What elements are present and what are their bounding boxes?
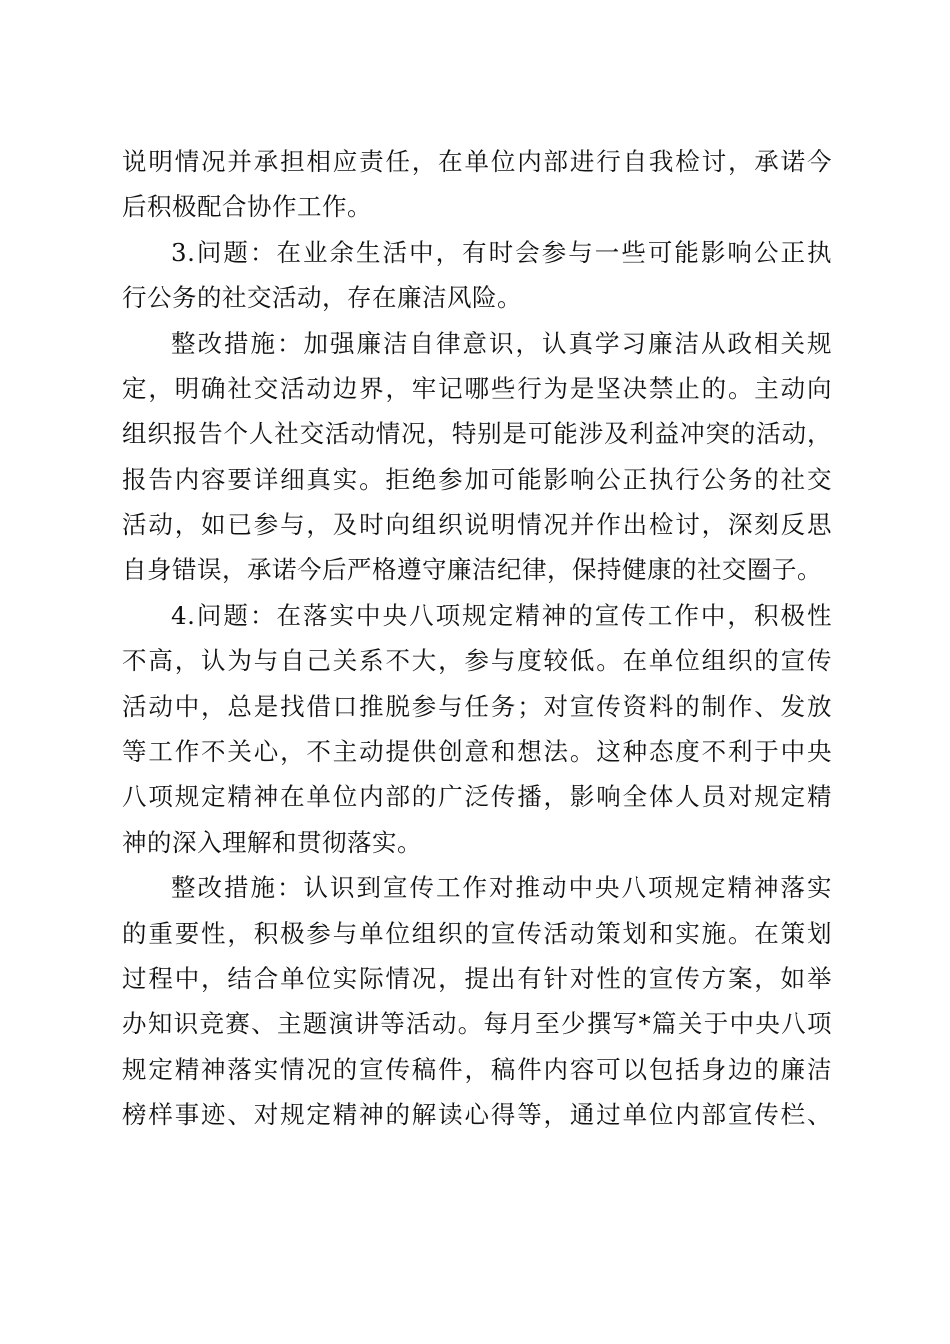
- text-line: 整改措施：加强廉洁自律意识，认真学习廉洁从政相关规: [171, 329, 832, 358]
- text-line: 八项规定精神在单位内部的广泛传播，影响全体人员对规定精: [122, 782, 832, 811]
- text-line: 定，明确社交活动边界，牢记哪些行为是坚决禁止的。主动向: [122, 374, 832, 403]
- text-line: 办知识竞赛、主题演讲等活动。每月至少撰写*篇关于中央八项: [122, 1009, 832, 1038]
- text-line: 规定精神落实情况的宣传稿件，稿件内容可以包括身边的廉洁: [122, 1055, 832, 1084]
- text-line: 行公务的社交活动，存在廉洁风险。: [122, 283, 522, 312]
- text-line: 整改措施：认识到宣传工作对推动中央八项规定精神落实: [171, 873, 832, 902]
- text-line: 后积极配合协作工作。: [122, 192, 372, 221]
- text-line: 神的深入理解和贯彻落实。: [122, 828, 422, 857]
- text-line: 3.问题：在业余生活中，有时会参与一些可能影响公正执: [171, 238, 832, 267]
- text-line: 的重要性，积极参与单位组织的宣传活动策划和实施。在策划: [122, 919, 832, 948]
- text-line: 过程中，结合单位实际情况，提出有针对性的宣传方案，如举: [122, 964, 832, 993]
- text-line: 报告内容要详细真实。拒绝参加可能影响公正执行公务的社交: [122, 465, 832, 494]
- text-line: 自身错误，承诺今后严格遵守廉洁纪律，保持健康的社交圈子。: [122, 555, 822, 584]
- text-line: 说明情况并承担相应责任，在单位内部进行自我检讨，承诺今: [122, 147, 832, 176]
- text-line: 榜样事迹、对规定精神的解读心得等，通过单位内部宣传栏、: [122, 1100, 832, 1129]
- text-line: 活动，如已参与，及时向组织说明情况并作出检讨，深刻反思: [122, 510, 832, 539]
- text-line: 4.问题：在落实中央八项规定精神的宣传工作中，积极性: [171, 601, 832, 630]
- text-line: 组织报告个人社交活动情况，特别是可能涉及利益冲突的活动，: [122, 419, 832, 448]
- text-line: 不高，认为与自己关系不大，参与度较低。在单位组织的宣传: [122, 646, 832, 675]
- text-line: 等工作不关心，不主动提供创意和想法。这种态度不利于中央: [122, 737, 832, 766]
- text-line: 活动中，总是找借口推脱参与任务；对宣传资料的制作、发放: [122, 692, 832, 721]
